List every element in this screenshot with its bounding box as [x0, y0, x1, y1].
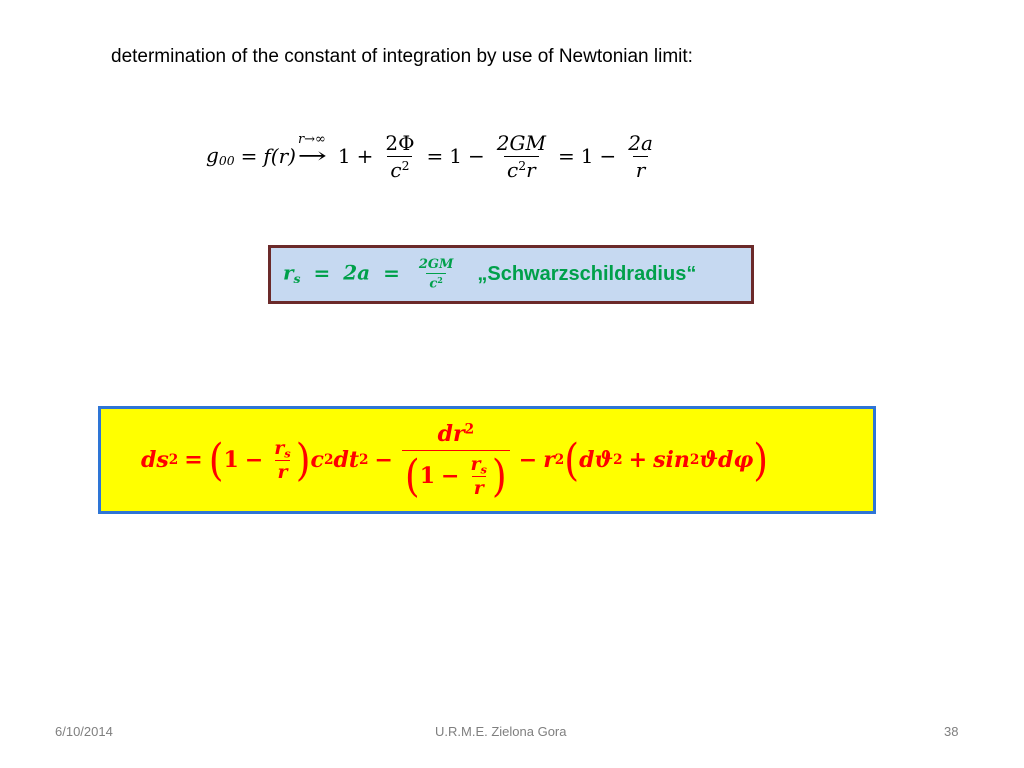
schwarzschild-equation: $r_s = 2a$ = $\frac{2GM}{c^2}$: [283, 257, 459, 291]
slide-number: 38: [944, 724, 959, 739]
f-of-r: f(r): [263, 144, 296, 168]
schwarzschild-metric-box: [98, 406, 876, 514]
newtonian-limit-equation: $g_{00}$ = f(r) r→∞ → 1 + $\frac{2\Phi}{c^2}$ = 1 − $\frac{2GM}{c^2r}$ = 1 − $\frac{2a}{r}$: [206, 120, 659, 192]
footer-title: U.R.M.E. Zielona Gora: [435, 724, 567, 739]
metric-equation: ds 2 = ( 1 − $\frac{rs}{r}$ ) c 2 dt 2 − $dr^2$ ( 1 − $\frac{rs}{r}$ ) − r 2 ( dϑ 2 + sin 2 ϑdφ ): [141, 420, 769, 502]
fraction-2a-r: $\frac{2a}{r}$: [628, 130, 653, 182]
schwarzschildradius-label: „Schwarzschildradius“: [477, 263, 697, 285]
fraction-2gm-c2r: $\frac{2GM}{c^2r}$: [496, 130, 546, 182]
schwarzschild-radius-box: [268, 245, 754, 304]
fraction-dr2-over: $dr^2$ ( 1 − $\frac{rs}{r}$ ): [402, 421, 510, 499]
fraction-2gm-c2: $\frac{2GM}{c^2}$: [418, 257, 454, 292]
intro-text: determination of the constant of integration by use of Newtonian limit:: [111, 46, 693, 67]
fraction-rs-r: $\frac{rs}{r}$: [274, 436, 291, 484]
limit-arrow: r→∞ →: [297, 132, 327, 169]
g-symbol: $g_{00}$: [206, 143, 235, 169]
fraction-2phi-c2: $\frac{2\Phi}{c^2}$: [385, 130, 415, 182]
fraction-rs-r-denominator: $\frac{rs}{r}$: [470, 452, 487, 500]
footer-date: 6/10/2014: [55, 724, 113, 739]
